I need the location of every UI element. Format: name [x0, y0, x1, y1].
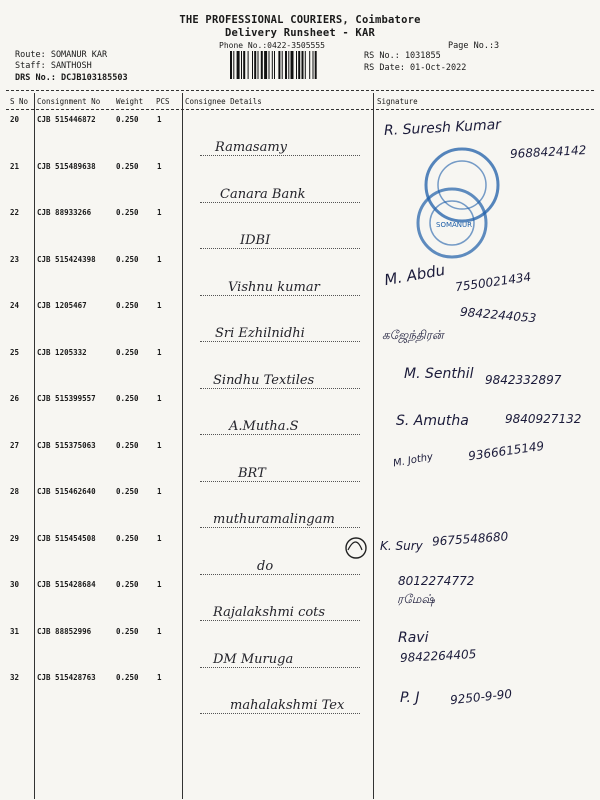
row-weight: 0.250	[116, 208, 139, 217]
row-consignment-no: CJB 515375063	[37, 440, 96, 450]
row-consignment-no: CJB 515489638	[37, 161, 96, 171]
row-consignment-no: CJB 1205332	[37, 347, 87, 357]
col-pcs: PCS	[156, 97, 170, 106]
row-phone: 9842244053	[459, 304, 537, 326]
barcode-bar	[291, 51, 294, 79]
row-pcs: 1	[157, 394, 162, 403]
row-weight: 0.250	[116, 673, 139, 682]
row-pcs: 1	[157, 487, 162, 496]
row-sno: 21	[10, 161, 20, 171]
row-weight: 0.250	[116, 394, 139, 403]
signature-mark-29	[338, 530, 374, 566]
consignee-underline	[200, 620, 360, 621]
row-consignee-name: Sri Ezhilnidhi	[215, 326, 305, 341]
row-consignee-name: Sindhu Textiles	[213, 372, 315, 388]
consignee-underline	[200, 155, 360, 156]
barcode-bar	[278, 51, 280, 79]
barcode-bar	[233, 51, 234, 79]
row-consignee-name: Rajalakshmi cots	[213, 605, 326, 620]
row-consignment-no: CJB 515399557	[37, 394, 96, 403]
signature-25: M. Senthil	[404, 366, 474, 382]
row-phone: 9250-9-90	[449, 686, 513, 708]
row-sno: 30	[10, 580, 20, 589]
consignee-underline	[200, 248, 360, 249]
barcode-bar	[274, 51, 275, 79]
row-pcs: 1	[157, 347, 162, 357]
row-phone: 9842332897	[485, 372, 562, 387]
barcode-bar	[282, 51, 283, 79]
barcode-bar	[248, 51, 249, 79]
row-sno: 32	[10, 673, 20, 682]
row-consignee-name: A.Mutha.S	[229, 419, 299, 434]
row-phone: 8012274772	[398, 574, 475, 588]
row-pcs: 1	[157, 440, 162, 450]
row-consignment-no: CJB 515446872	[37, 115, 96, 124]
row-sno: 29	[10, 533, 20, 543]
row-pcs: 1	[157, 254, 162, 264]
row-pcs: 1	[157, 115, 162, 124]
barcode-bar	[261, 51, 263, 79]
barcode-bar	[288, 51, 289, 79]
svg-text:SOMANUR: SOMANUR	[436, 221, 473, 229]
barcode-bar	[230, 51, 232, 79]
row-pcs: 1	[157, 301, 162, 310]
vline-2	[182, 93, 183, 799]
row-consignee-name: muthuramalingam	[213, 512, 335, 527]
signature-23: M. Abdu	[382, 260, 447, 290]
row-consignee-name: Ramasamy	[215, 140, 288, 155]
row-pcs: 1	[157, 626, 162, 636]
row-weight: 0.250	[116, 626, 139, 636]
barcode-bar	[241, 51, 242, 79]
courier-stamp	[400, 145, 525, 270]
row-weight: 0.250	[116, 580, 139, 589]
row-sno: 31	[10, 626, 20, 636]
row-consignment-no: CJB 515462640	[37, 487, 96, 496]
row-phone: 9366615149	[467, 438, 545, 463]
row-consignee-name: mahalakshmi Tex	[230, 698, 345, 713]
barcode-bar	[254, 51, 256, 79]
column-divider	[6, 109, 594, 110]
col-signature: Signature	[377, 97, 418, 106]
company-title: THE PROFESSIONAL COURIERS, Coimbatore	[179, 14, 421, 26]
col-consignment: Consignment No	[37, 97, 101, 106]
barcode	[230, 51, 352, 81]
barcode-bar	[309, 51, 310, 79]
signature-31: Ravi	[398, 630, 429, 646]
row-pcs: 1	[157, 208, 162, 217]
row-sno: 22	[10, 208, 20, 217]
row-weight: 0.250	[116, 533, 139, 543]
row-sno: 27	[10, 440, 20, 450]
consignee-underline	[200, 341, 360, 342]
consignee-underline	[200, 202, 360, 203]
row-consignment-no: CJB 88852996	[37, 626, 92, 636]
row-weight: 0.250	[116, 347, 139, 357]
barcode-bar	[258, 51, 259, 79]
row-sno: 28	[10, 487, 20, 496]
consignee-underline	[200, 574, 360, 575]
consignee-underline	[200, 388, 360, 389]
row-consignee-name: Canara Bank	[220, 186, 306, 202]
row-phone: 7550021434	[454, 269, 532, 294]
row-consignee-name: do	[257, 558, 274, 574]
row-phone: 9842264405	[399, 646, 477, 665]
barcode-bar	[237, 51, 240, 79]
barcode-bar	[305, 51, 306, 79]
barcode-bar	[269, 51, 270, 79]
signature-32: P. J	[400, 690, 420, 706]
row-consignee-name: BRT	[238, 465, 266, 481]
consignee-underline	[200, 713, 360, 714]
barcode-bar	[252, 51, 253, 79]
barcode-bar	[298, 51, 300, 79]
consignee-underline	[200, 667, 360, 668]
page-number: Page No.:3	[448, 41, 500, 51]
signature-24: கஜேந்திரன்	[382, 328, 444, 342]
col-consignee: Consignee Details	[185, 97, 262, 106]
row-sno: 25	[10, 347, 20, 357]
row-phone: 9688424142	[509, 143, 587, 161]
consignee-underline	[200, 295, 360, 296]
row-consignment-no: CJB 515454508	[37, 533, 96, 543]
row-pcs: 1	[157, 580, 162, 589]
signature-30: ரமேஷ்	[397, 592, 435, 606]
staff: Staff: SANTHOSH	[15, 61, 92, 71]
row-pcs: 1	[157, 533, 162, 543]
vline-3	[373, 93, 374, 799]
row-consignment-no: CJB 515428763	[37, 673, 96, 682]
barcode-bar	[264, 51, 267, 79]
col-weight: Weight	[116, 97, 144, 106]
runsheet-title: Delivery Runsheet - KAR	[225, 27, 375, 39]
consignee-underline	[200, 434, 360, 435]
signature-20: R. Suresh Kumar	[383, 116, 502, 140]
barcode-bar	[302, 51, 304, 79]
rs-date: RS Date: 01-Oct-2022	[364, 63, 467, 73]
row-weight: 0.250	[116, 440, 139, 450]
row-consignment-no: CJB 515428684	[37, 580, 96, 589]
signature-27: M. Jothy	[392, 451, 434, 470]
signature-29: K. Sury	[380, 539, 423, 553]
row-weight: 0.250	[116, 254, 139, 264]
route: Route: SOMANUR KAR	[15, 50, 108, 60]
row-sno: 23	[10, 254, 20, 264]
row-phone: 9840927132	[505, 412, 582, 426]
row-consignee-name: Vishnu kumar	[228, 279, 320, 295]
barcode-bar	[272, 51, 273, 79]
rs-number: RS No.: 1031855	[364, 51, 441, 61]
drs-number: DRS No.: DCJB103185503	[15, 73, 128, 83]
header-divider	[6, 90, 594, 91]
signature-26: S. Amutha	[396, 413, 469, 429]
consignee-underline	[200, 481, 360, 482]
row-consignment-no: CJB 515424398	[37, 254, 96, 264]
col-sno: S No	[10, 97, 29, 106]
row-weight: 0.250	[116, 487, 139, 496]
vline-1	[34, 93, 35, 799]
row-weight: 0.250	[116, 301, 139, 310]
barcode-bar	[243, 51, 245, 79]
row-sno: 26	[10, 394, 20, 403]
consignee-underline	[200, 527, 360, 528]
row-pcs: 1	[157, 161, 162, 171]
row-pcs: 1	[157, 673, 162, 682]
phone-number: Phone No.:0422-3505555	[219, 41, 325, 50]
barcode-bar	[313, 51, 314, 79]
row-consignee-name: DM Muruga	[213, 651, 294, 667]
barcode-bar	[285, 51, 287, 79]
row-weight: 0.250	[116, 161, 139, 171]
row-consignment-no: CJB 1205467	[37, 301, 87, 310]
row-phone: 9675548680	[431, 528, 509, 549]
row-sno: 24	[10, 301, 20, 310]
row-consignment-no: CJB 88933266	[37, 208, 92, 217]
row-weight: 0.250	[116, 115, 139, 124]
barcode-bar	[296, 51, 297, 79]
barcode-bar	[315, 51, 317, 79]
row-consignee-name: IDBI	[240, 233, 271, 248]
row-sno: 20	[10, 115, 20, 124]
